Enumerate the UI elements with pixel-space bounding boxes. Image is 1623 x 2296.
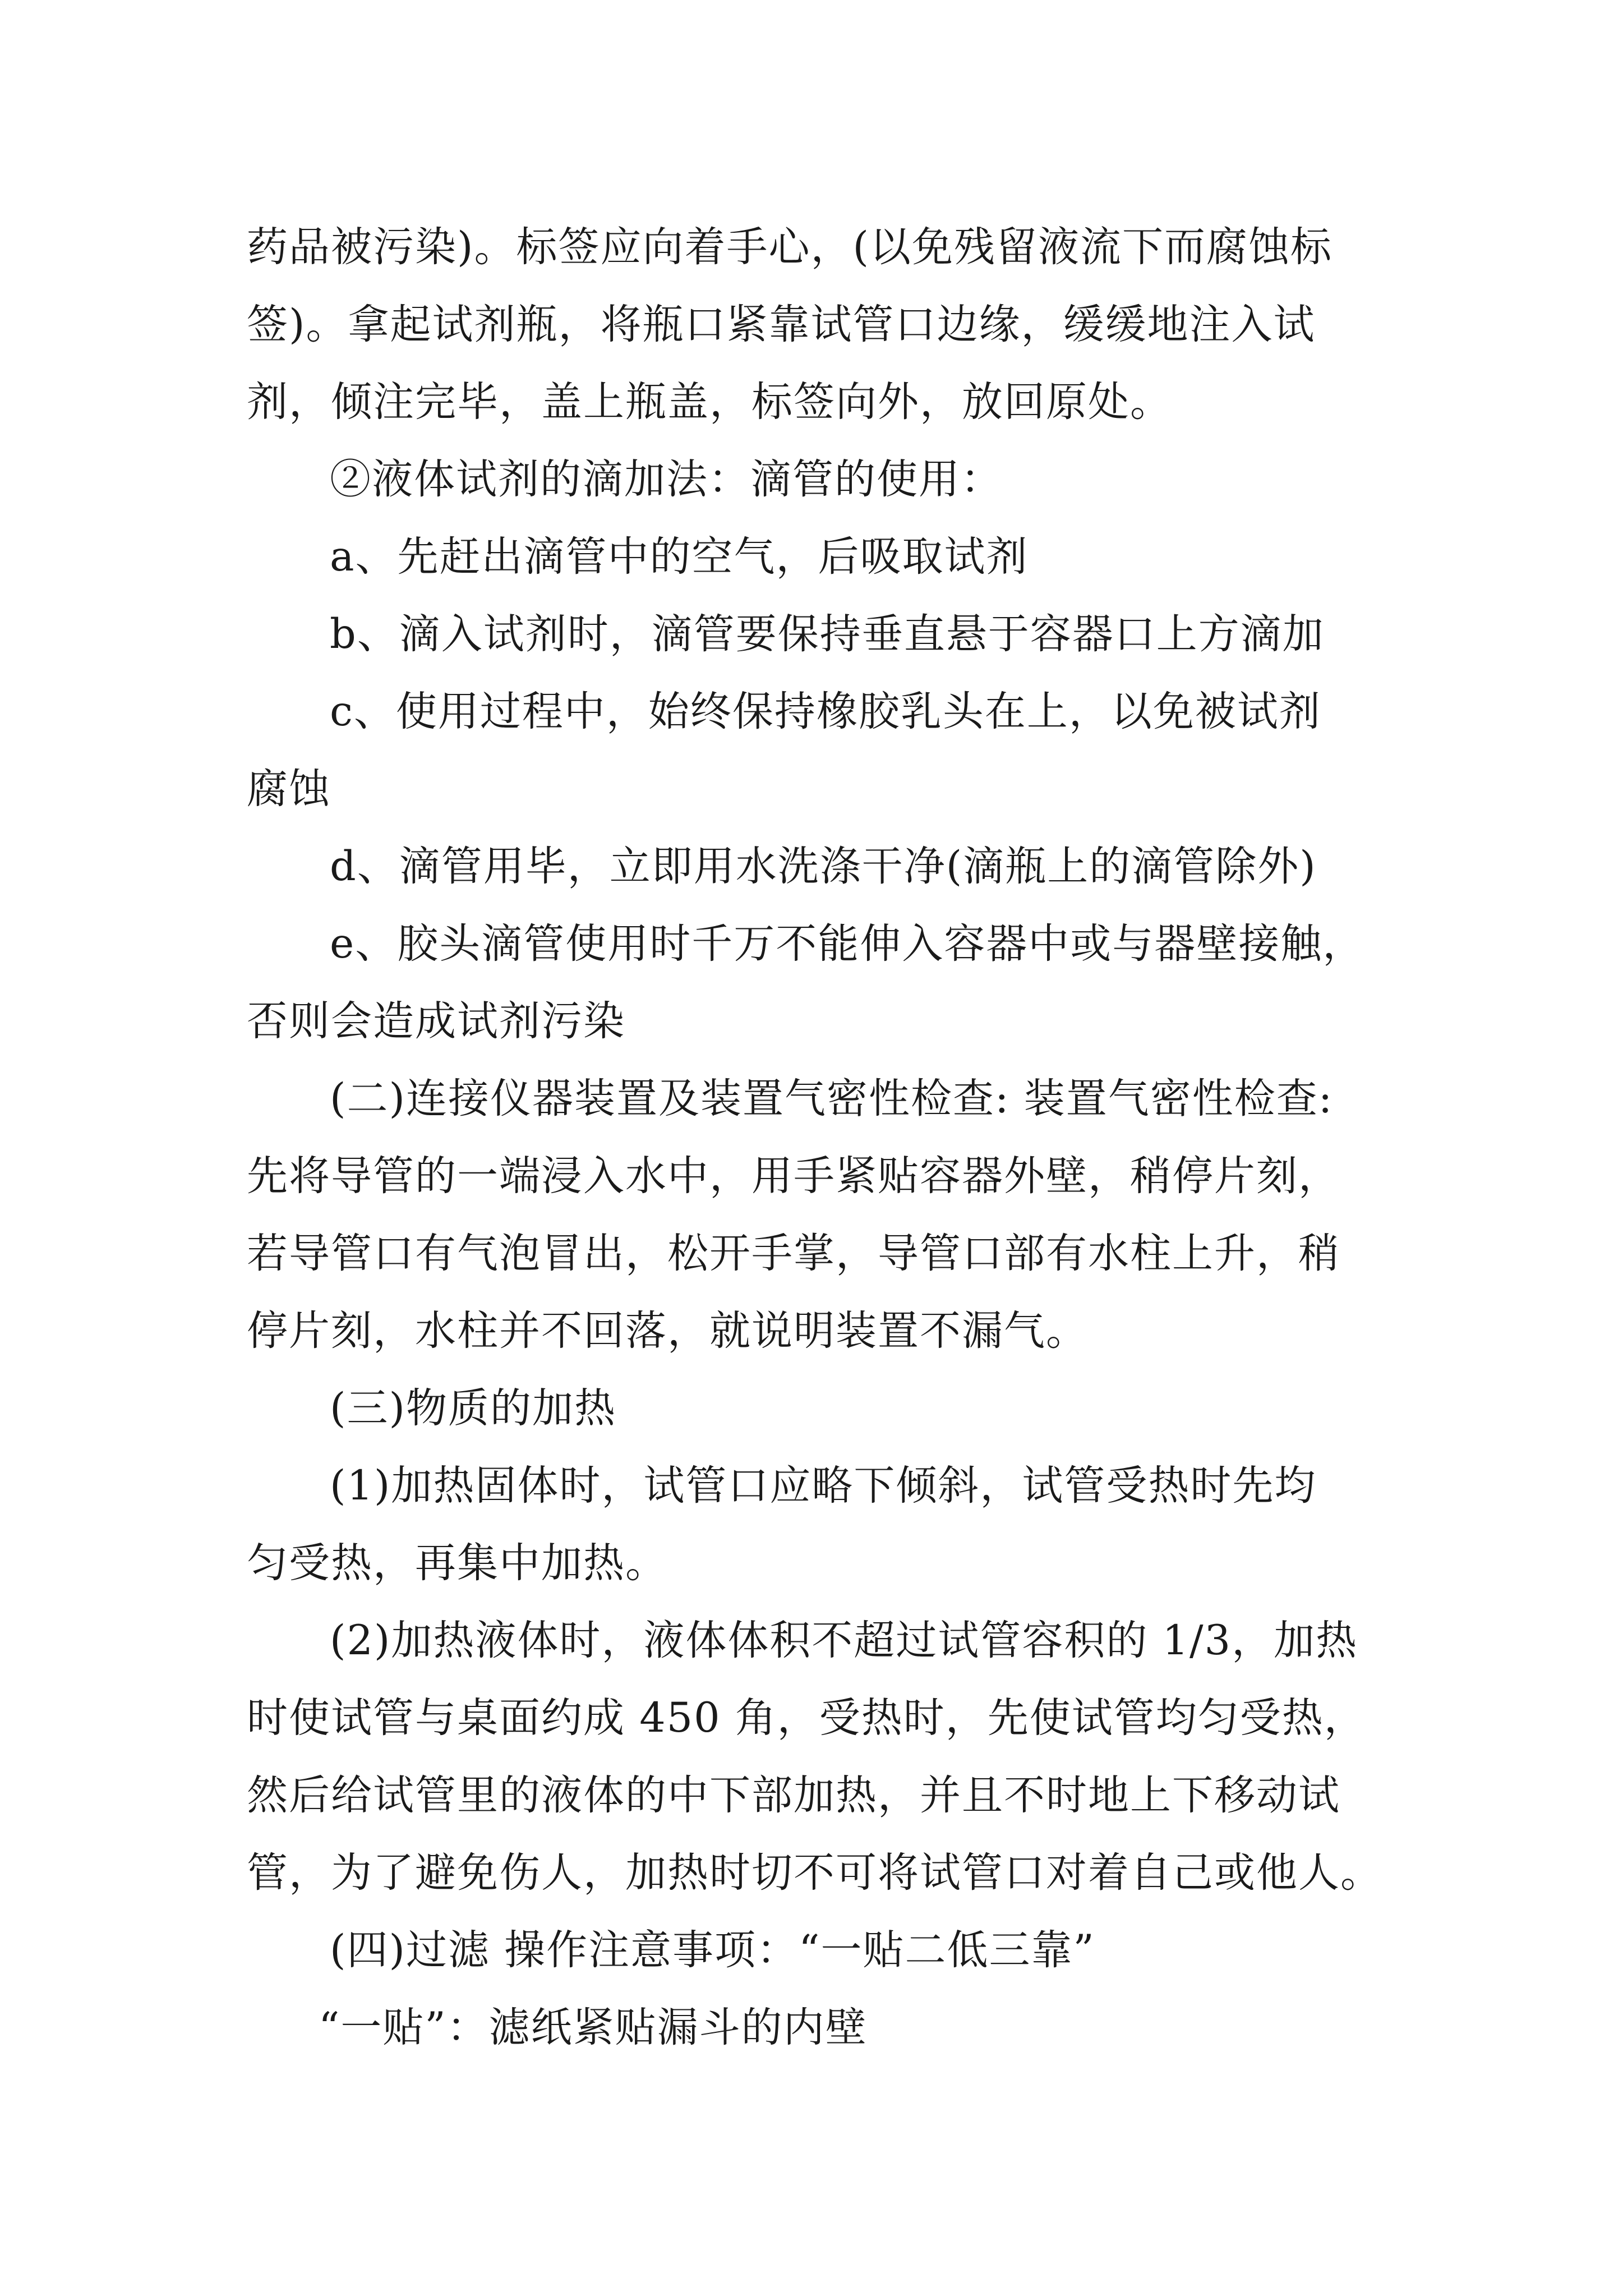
text-line: 若导管口有气泡冒出，松开手掌，导管口部有水柱上升，稍 [247, 1230, 1340, 1277]
text-line: b、滴入试剂时，滴管要保持垂直悬于容器口上方滴加 [330, 610, 1325, 658]
text-line: 然后给试管里的液体的中下部加热，并且不时地上下移动试 [247, 1772, 1340, 1819]
text-line: e、胶头滴管使用时千万不能伸入容器中或与器壁接触， [330, 920, 1365, 968]
text-line: (二)连接仪器装置及装置气密性检查: 装置气密性检查: [330, 1075, 1334, 1122]
text-line: “一贴”：滤纸紧贴漏斗的内壁 [319, 2004, 868, 2051]
text-line: (2)加热液体时，液体体积不超过试管容积的 1/3，加热 [330, 1617, 1358, 1664]
text-line: ②液体试剂的滴加法：滴管的使用： [330, 455, 1003, 503]
section-heading: (四)过滤 操作注意事项：“一贴二低三靠” [330, 1926, 1095, 1974]
text-line: (1)加热固体时，试管口应略下倾斜，试管受热时先均 [330, 1462, 1317, 1510]
text-line: 药品被污染)。标签应向着手心，(以免残留液流下而腐蚀标 [247, 223, 1332, 271]
text-line: 否则会造成试剂污染 [247, 997, 625, 1045]
text-line: c、使用过程中，始终保持橡胶乳头在上，以免被试剂 [330, 688, 1321, 735]
text-line: 匀受热，再集中加热。 [247, 1539, 667, 1587]
section-heading: (三)物质的加热 [330, 1384, 616, 1432]
text-line: 剂，倾注完毕，盖上瓶盖，标签向外，放回原处。 [247, 378, 1172, 426]
document-body [247, 209, 1391, 2067]
text-line: 腐蚀 [247, 765, 331, 813]
text-line: 停片刻，水柱并不回落，就说明装置不漏气。 [247, 1307, 1088, 1355]
text-line: d、滴管用毕，立即用水洗涤干净(滴瓶上的滴管除外) [330, 843, 1317, 890]
text-line: 先将导管的一端浸入水中，用手紧贴容器外壁，稍停片刻， [247, 1152, 1340, 1200]
text-line: 签)。拿起试剂瓶，将瓶口紧靠试管口边缘，缓缓地注入试 [247, 301, 1316, 348]
text-line: 时使试管与桌面约成 450 角，受热时，先使试管均匀受热， [247, 1694, 1366, 1742]
text-line: 管，为了避免伤人，加热时切不可将试管口对着自己或他人。 [247, 1849, 1382, 1897]
text-line: a、先赶出滴管中的空气，后吸取试剂 [330, 533, 1029, 581]
